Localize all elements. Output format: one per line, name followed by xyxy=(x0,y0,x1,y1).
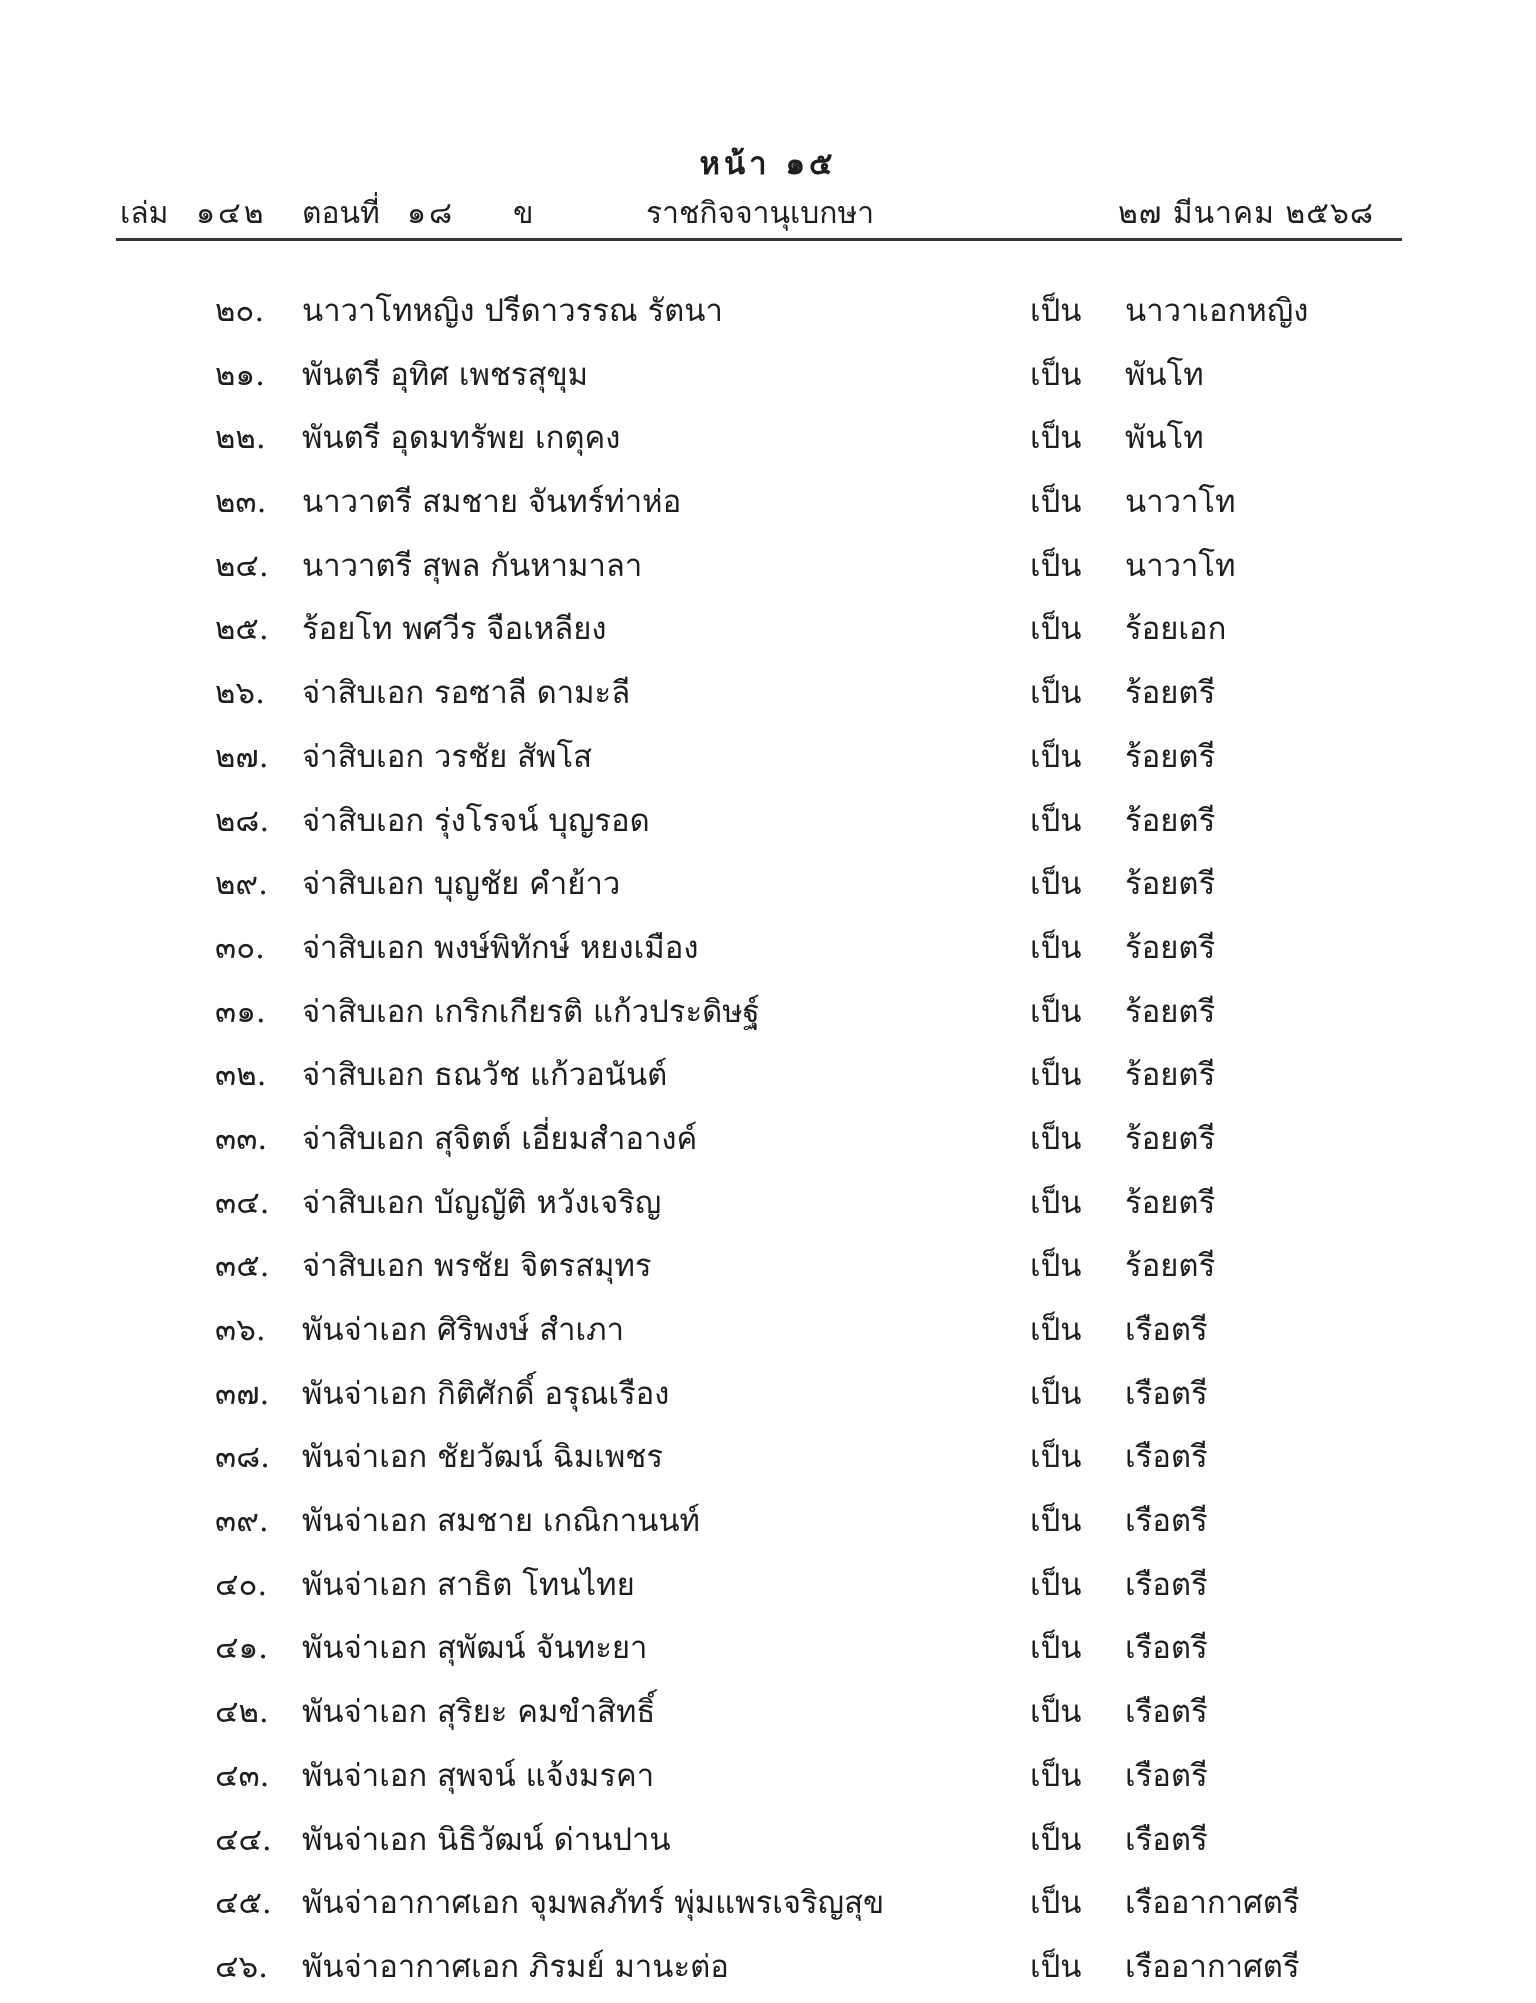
new-rank: เรือตรี xyxy=(1125,1439,1208,1476)
new-rank: นาวาโท xyxy=(1125,484,1236,521)
promoted-to-word: เป็น xyxy=(1030,611,1082,648)
promoted-to-word: เป็น xyxy=(1030,1694,1082,1731)
new-rank: นาวาโท xyxy=(1125,547,1236,584)
list-item xyxy=(0,530,1536,594)
new-rank: ร้อยตรี xyxy=(1125,802,1216,839)
promoted-to-word: เป็น xyxy=(1030,1885,1082,1922)
entry-number: ๒๒. xyxy=(215,420,266,457)
entry-number: ๒๖. xyxy=(215,675,265,712)
list-item xyxy=(0,1039,1536,1103)
person-name: พันจ่าเอก สุพจน์ แจ้งมรคา xyxy=(302,1757,655,1794)
entry-number: ๓๖. xyxy=(215,1312,266,1348)
person-name: นาวาตรี สมชาย จันทร์ท่าห่อ xyxy=(302,484,682,521)
entry-number: ๓๔. xyxy=(215,1184,270,1221)
list-item xyxy=(0,1167,1536,1231)
person-name: พันจ่าเอก ศิริพงษ์ สำเภา xyxy=(302,1312,624,1348)
person-name: พันจ่าอากาศเอก ภิรมย์ มานะต่อ xyxy=(302,1948,729,1985)
person-name: จ่าสิบเอก รุ่งโรจน์ บุญรอด xyxy=(302,802,650,839)
volume-number: ๑๔๒ xyxy=(196,196,267,231)
person-name: พันจ่าเอก ชัยวัฒน์ ฉิมเพชร xyxy=(302,1439,663,1476)
promoted-to-word: เป็น xyxy=(1030,1439,1082,1476)
promoted-to-word: เป็น xyxy=(1030,993,1082,1030)
promoted-to-word: เป็น xyxy=(1030,356,1082,393)
person-name: นาวาโทหญิง ปรีดาวรรณ รัตนา xyxy=(302,293,723,329)
new-rank: นาวาเอกหญิง xyxy=(1125,293,1309,329)
entry-number: ๒๓. xyxy=(215,484,267,521)
promoted-to-word: เป็น xyxy=(1030,866,1082,903)
promoted-to-word: เป็น xyxy=(1030,1312,1082,1348)
new-rank: ร้อยเอก xyxy=(1125,611,1227,648)
promoted-to-word: เป็น xyxy=(1030,1184,1082,1221)
new-rank: ร้อยตรี xyxy=(1125,738,1216,775)
list-item xyxy=(0,1421,1536,1485)
list-item xyxy=(0,1103,1536,1167)
entry-number: ๓๓. xyxy=(215,1120,268,1157)
gazette-title: ราชกิจจานุเบกษา xyxy=(646,196,875,231)
person-name: พันจ่าเอก สุพัฒน์ จันทะยา xyxy=(302,1630,648,1667)
promoted-to-word: เป็น xyxy=(1030,929,1082,966)
promoted-to-word: เป็น xyxy=(1030,1120,1082,1157)
new-rank: พันโท xyxy=(1125,420,1204,457)
person-name: พันจ่าเอก สมชาย เกณิกานนท์ xyxy=(302,1503,700,1540)
person-name: จ่าสิบเอก เกริกเกียรติ แก้วประดิษฐ์ xyxy=(302,993,760,1030)
entry-number: ๓๙. xyxy=(215,1503,269,1540)
promotion-list xyxy=(0,275,1536,1995)
entry-number: ๓๘. xyxy=(215,1439,270,1476)
person-name: พันจ่าเอก สาธิต โทนไทย xyxy=(302,1566,635,1603)
promoted-to-word: เป็น xyxy=(1030,1057,1082,1094)
promoted-to-word: เป็น xyxy=(1030,738,1082,775)
list-item xyxy=(0,1804,1536,1868)
list-item xyxy=(0,402,1536,466)
gazette-header xyxy=(0,190,1536,234)
list-item xyxy=(0,1358,1536,1422)
list-item xyxy=(0,848,1536,912)
new-rank: ร้อยตรี xyxy=(1125,993,1216,1030)
entry-number: ๓๕. xyxy=(215,1248,270,1285)
new-rank: เรือตรี xyxy=(1125,1503,1208,1540)
publication-date: ๒๗ มีนาคม ๒๕๖๘ xyxy=(1118,196,1375,231)
entry-number: ๒๔. xyxy=(215,547,269,584)
promoted-to-word: เป็น xyxy=(1030,484,1082,521)
entry-number: ๒๙. xyxy=(215,866,268,903)
person-name: พันตรี อุทิศ เพชรสุขุม xyxy=(302,356,589,393)
person-name: นาวาตรี สุพล กันหามาลา xyxy=(302,547,643,584)
list-item xyxy=(0,1485,1536,1549)
new-rank: ร้อยตรี xyxy=(1125,1120,1216,1157)
new-rank: ร้อยตรี xyxy=(1125,1248,1216,1285)
promoted-to-word: เป็น xyxy=(1030,547,1082,584)
list-item xyxy=(0,1612,1536,1676)
entry-number: ๒๐. xyxy=(215,293,265,329)
person-name: จ่าสิบเอก รอซาลี ดามะลี xyxy=(302,675,631,712)
new-rank: เรืออากาศตรี xyxy=(1125,1948,1300,1985)
person-name: พันจ่าเอก กิติศักดิ์ อรุณเรือง xyxy=(302,1375,670,1412)
list-item xyxy=(0,466,1536,530)
person-name: จ่าสิบเอก ธณวัช แก้วอนันต์ xyxy=(302,1057,668,1094)
list-item xyxy=(0,721,1536,785)
entry-number: ๒๘. xyxy=(215,802,270,839)
new-rank: เรือตรี xyxy=(1125,1375,1208,1412)
entry-number: ๔๖. xyxy=(215,1948,268,1985)
person-name: จ่าสิบเอก สุจิตต์ เอี่ยมสำอางค์ xyxy=(302,1120,698,1157)
promoted-to-word: เป็น xyxy=(1030,1503,1082,1540)
promoted-to-word: เป็น xyxy=(1030,802,1082,839)
entry-number: ๓๐. xyxy=(215,929,265,966)
person-name: จ่าสิบเอก พงษ์พิทักษ์ หยงเมือง xyxy=(302,929,699,966)
person-name: จ่าสิบเอก พรชัย จิตรสมุทร xyxy=(302,1248,652,1285)
entry-number: ๔๔. xyxy=(215,1821,272,1858)
entry-number: ๔๓. xyxy=(215,1757,270,1794)
list-item xyxy=(0,1549,1536,1613)
entry-number: ๔๑. xyxy=(215,1630,268,1667)
header-divider xyxy=(116,238,1402,241)
entry-number: ๔๐. xyxy=(215,1566,268,1603)
entry-number: ๓๒. xyxy=(215,1057,267,1094)
issue-number: ๑๘ xyxy=(407,196,456,231)
list-item xyxy=(0,275,1536,339)
person-name: พันจ่าอากาศเอก จุมพลภัทร์ พุ่มแพรเจริญสุข xyxy=(302,1885,885,1922)
list-item xyxy=(0,339,1536,403)
page-number: หน้า ๑๕ xyxy=(699,146,837,182)
new-rank: พันโท xyxy=(1125,356,1204,393)
promoted-to-word: เป็น xyxy=(1030,1948,1082,1985)
new-rank: เรือตรี xyxy=(1125,1757,1208,1794)
entry-number: ๓๑. xyxy=(215,993,266,1030)
new-rank: ร้อยตรี xyxy=(1125,1184,1216,1221)
person-name: พันจ่าเอก นิธิวัฒน์ ด่านปาน xyxy=(302,1821,671,1858)
promoted-to-word: เป็น xyxy=(1030,293,1082,329)
promoted-to-word: เป็น xyxy=(1030,420,1082,457)
list-item xyxy=(0,1230,1536,1294)
promoted-to-word: เป็น xyxy=(1030,675,1082,712)
promoted-to-word: เป็น xyxy=(1030,1566,1082,1603)
entry-number: ๓๗. xyxy=(215,1375,270,1412)
new-rank: เรือตรี xyxy=(1125,1630,1208,1667)
new-rank: เรือตรี xyxy=(1125,1566,1208,1603)
list-item xyxy=(0,976,1536,1040)
list-item xyxy=(0,1676,1536,1740)
entry-number: ๒๕. xyxy=(215,611,269,648)
new-rank: เรือตรี xyxy=(1125,1821,1208,1858)
volume-label: เล่ม xyxy=(120,196,169,231)
list-item xyxy=(0,1294,1536,1358)
list-item xyxy=(0,1740,1536,1804)
section-letter: ข xyxy=(513,196,534,231)
promoted-to-word: เป็น xyxy=(1030,1757,1082,1794)
new-rank: เรือตรี xyxy=(1125,1694,1208,1731)
new-rank: เรืออากาศตรี xyxy=(1125,1885,1300,1922)
person-name: จ่าสิบเอก วรชัย สัพโส xyxy=(302,738,593,775)
promoted-to-word: เป็น xyxy=(1030,1821,1082,1858)
new-rank: เรือตรี xyxy=(1125,1312,1208,1348)
issue-label: ตอนที่ xyxy=(302,196,380,231)
list-item xyxy=(0,912,1536,976)
promoted-to-word: เป็น xyxy=(1030,1248,1082,1285)
new-rank: ร้อยตรี xyxy=(1125,675,1216,712)
list-item xyxy=(0,657,1536,721)
entry-number: ๒๑. xyxy=(215,356,265,393)
entry-number: ๒๗. xyxy=(215,738,269,775)
new-rank: ร้อยตรี xyxy=(1125,866,1216,903)
new-rank: ร้อยตรี xyxy=(1125,929,1216,966)
person-name: จ่าสิบเอก บัญญัติ หวังเจริญ xyxy=(302,1184,662,1221)
list-item xyxy=(0,1931,1536,1995)
promoted-to-word: เป็น xyxy=(1030,1630,1082,1667)
entry-number: ๔๒. xyxy=(215,1694,269,1731)
person-name: จ่าสิบเอก บุญชัย คำย้าว xyxy=(302,866,621,903)
list-item xyxy=(0,785,1536,849)
new-rank: ร้อยตรี xyxy=(1125,1057,1216,1094)
list-item xyxy=(0,1867,1536,1931)
list-item xyxy=(0,593,1536,657)
person-name: ร้อยโท พศวีร จือเหลียง xyxy=(302,611,607,648)
promoted-to-word: เป็น xyxy=(1030,1375,1082,1412)
entry-number: ๔๕. xyxy=(215,1885,272,1922)
person-name: พันจ่าเอก สุริยะ คมขำสิทธิ์ xyxy=(302,1694,656,1731)
person-name: พันตรี อุดมทรัพย เกตุคง xyxy=(302,420,621,457)
